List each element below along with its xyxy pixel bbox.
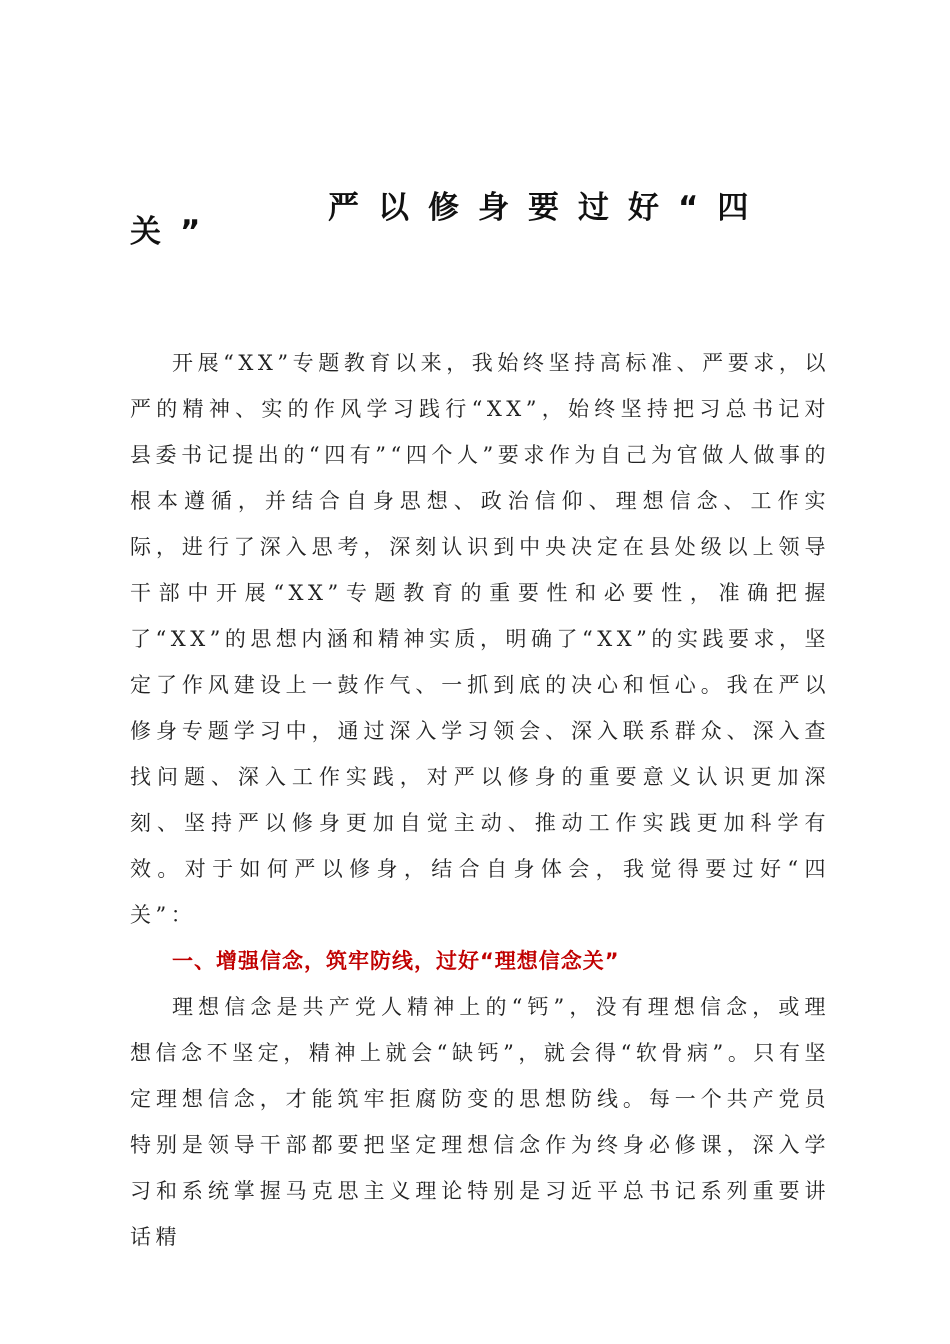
document-title-line-1: 严以修身要过好“四 xyxy=(328,190,768,226)
document-title-line-2: 关” xyxy=(130,214,220,250)
section-heading-1: 一、增强信念，筑牢防线，过好“理想信念关” xyxy=(172,949,620,973)
intro-paragraph: 开展“XX”专题教育以来，我始终坚持高标准、严要求，以严的精神、实的作风学习践行“XX”，始终坚持把习总书记对县委书记提出的“四有”“四个人”要求作为自己为官做人做事的根本遵循，并结合自身思想、政治信仰、理想信念、工作实际，进行了深入思考，深刻认识到中央决定在县处级以上领导干部中开展“XX”专题教育的重要性和必要性，准确把握了“XX”的思想内涵和精神实质，明确了“XX”的实践要求，坚定了作风建设上一鼓作气、一抓到底的决心和恒心。我在严以修身专题学习中，通过深入学习领会、深入联系群众、深入查找问题、深入工作实践，对严以修身的重要意义认识更加深刻、坚持严以修身更加自觉主动、推动工作实践更加科学有效。对于如何严以修身，结合自身体会，我觉得要过好“四关”： xyxy=(130,351,830,927)
section-1-paragraph: 理想信念是共产党人精神上的“钙”，没有理想信念，或理想信念不坚定，精神上就会“缺钙”，就会得“软骨病”。只有坚定理想信念，才能筑牢拒腐防变的思想防线。每一个共产党员特别是领导干部都要把坚定理想信念作为终身必修课，深入学习和系统掌握马克思主义理论特别是习近平总书记系列重要讲话精 xyxy=(130,995,830,1249)
document-body xyxy=(130,340,830,1260)
